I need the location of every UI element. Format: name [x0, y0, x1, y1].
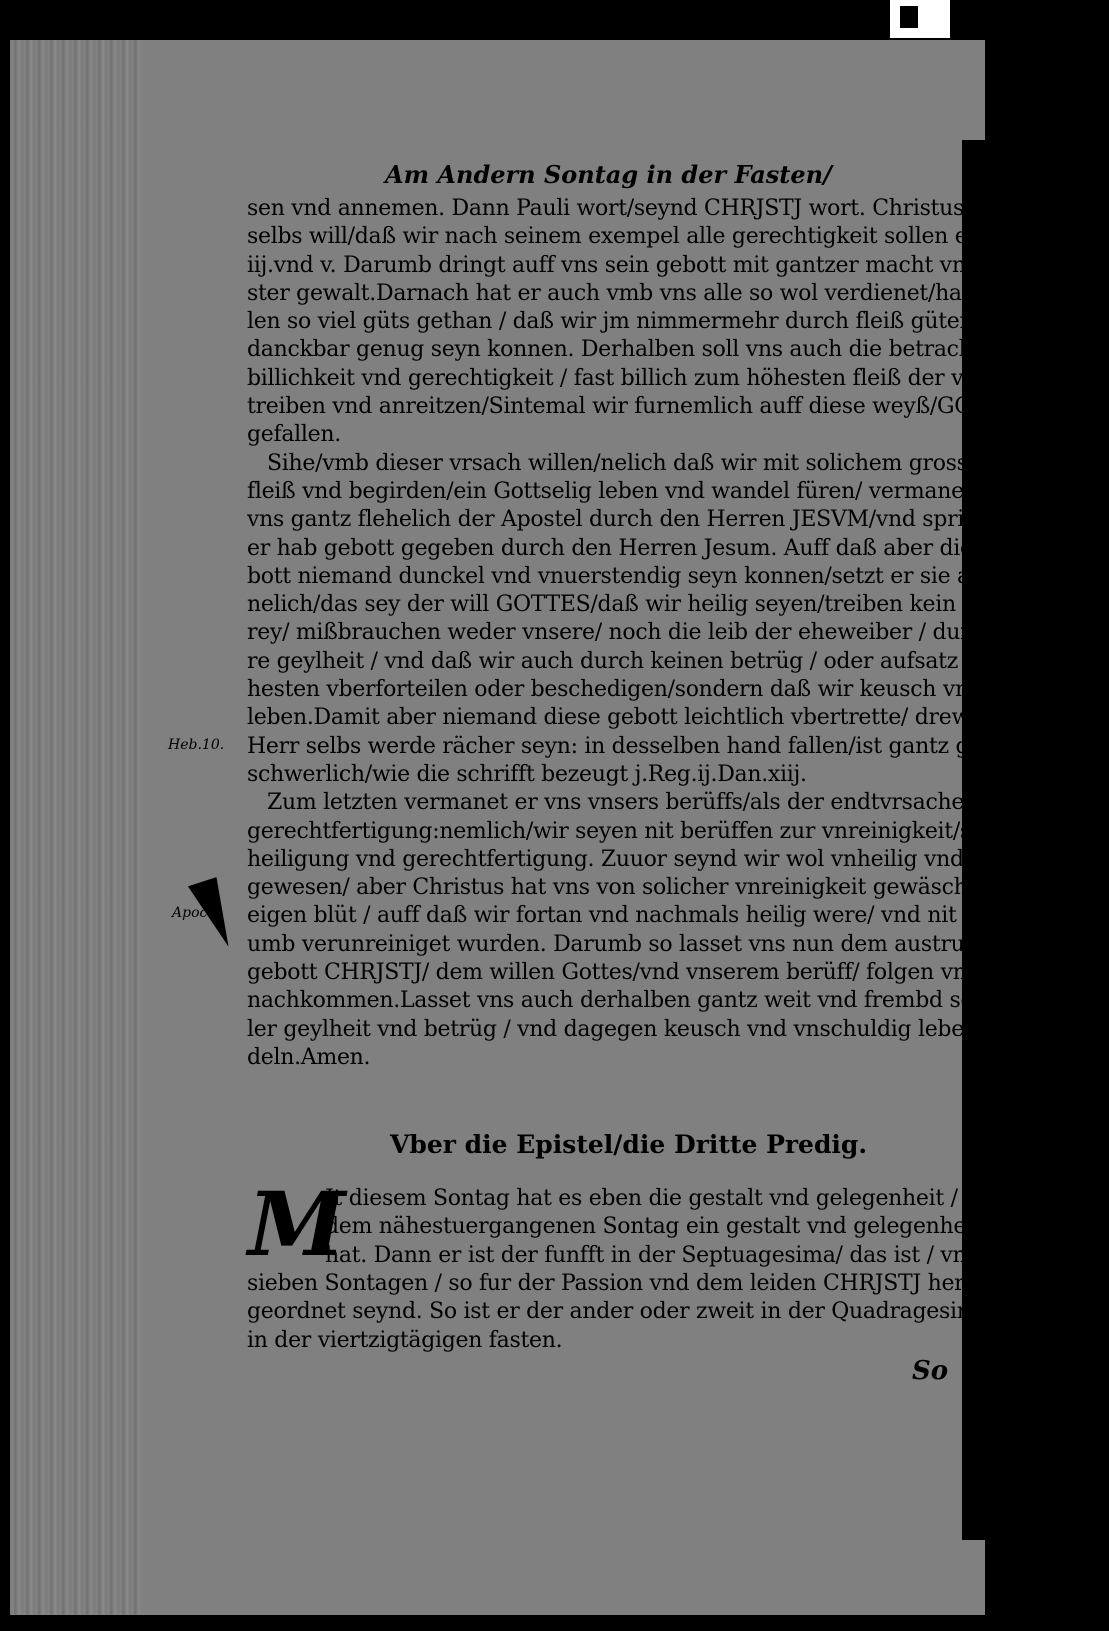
- body-line: Herr selbs werde rächer seyn: in desselben hand fallen/ist gantz gefärlich vnd: [247, 733, 1099, 759]
- body-line: hesten vberforteilen oder beschedigen/sondern daß wir keusch vnd vnschuldig: [247, 677, 1108, 703]
- running-heading: Am Andern Sontag in der Fasten/: [385, 160, 832, 189]
- margin-note-apocalypse: Apoc.i.: [172, 905, 221, 921]
- section-line: Jt diesem Sontag hat es eben die gestalt vnd gelegenheit / wie es mit: [325, 1186, 1076, 1211]
- section-text-indented: [325, 1185, 1075, 1270]
- body-line: danckbar genug seyn konnen. Derhalben soll vns auch die betrachtung der: [247, 337, 1067, 363]
- body-line: iij.vnd v. Darumb dringt auff vns sein gebott mit gantzer macht vnd höhe-: [247, 252, 1047, 278]
- section-title: Vber die Epistel/die Dritte Predig.: [390, 1130, 868, 1159]
- scan-tab-marker-inner: [900, 6, 918, 28]
- body-line: selbs will/daß wir nach seinem exempel alle gerechtigkeit sollen erfülle/Matt.: [247, 224, 1092, 250]
- catchword: So: [912, 1356, 949, 1386]
- body-line: heiligung vnd gerechtfertigung. Zuuor seynd wir wol vnheilig vnd vnrein: [247, 846, 1041, 872]
- body-line: Sihe/vmb dieser vrsach willen/nelich daß wir mit solichem grossen brunst/: [267, 450, 1080, 476]
- body-line: nachkommen.Lasset vns auch derhalben gantz weit vnd frembd seyn von al-: [247, 988, 1079, 1014]
- body-line: schwerlich/wie die schrifft bezeugt j.Reg.ij.Dan.xiij.: [247, 761, 807, 787]
- body-line: bott niemand dunckel vnd vnuerstendig seyn konnen/setzt er sie alsbald hinzu:: [247, 563, 1109, 589]
- drop-capital: M: [248, 1172, 346, 1276]
- body-line: nelich/das sey der will GOTTES/daß wir heilig seyen/treiben kein hüre-: [247, 592, 1021, 618]
- body-line: billichkeit vnd gerechtigkeit / fast billich zum höhesten fleiß der vnschuld: [247, 365, 1049, 391]
- body-line: re geylheit / vnd daß wir auch durch keinen betrüg / oder aufsatz vnsern nä-: [247, 648, 1079, 674]
- body-line: ler geylheit vnd betrüg / vnd dagegen keusch vnd vnschuldig leben vnd wan-: [247, 1016, 1084, 1042]
- body-line: eigen blüt / auff daß wir fortan vnd nachmals heilig were/ vnd nit widder-: [247, 903, 1047, 929]
- section-line: geordnet seynd. So ist er der ander oder zweit in der Quadragesima/ das ist/: [247, 1299, 1082, 1325]
- body-line: gefallen.: [247, 422, 341, 448]
- body-line: gerechtfertigung:nemlich/wir seyen nit berüffen zur vnreinigkeit/sondern zur: [247, 818, 1091, 844]
- body-text: [247, 195, 1109, 1072]
- section-text: [247, 1270, 1082, 1355]
- body-line: len so viel güts gethan / daß wir jm nimmermehr durch fleiß güter werck/: [247, 309, 1051, 335]
- body-line: sen vnd annemen. Dann Pauli wort/seynd CHRJSTJ wort. Christus: [247, 196, 964, 221]
- body-line: Zum letzten vermanet er vns vnsers berüffs/als der endtvrsachen vnserer: [267, 790, 1068, 816]
- page-binding-gutter: [10, 40, 140, 1615]
- body-line: gewesen/ aber Christus hat vns von solicher vnreinigkeit gewäsche/ durch sein: [247, 875, 1109, 901]
- section-line: in der viertzigtägigen fasten.: [247, 1327, 563, 1353]
- body-line: deln.Amen.: [247, 1044, 371, 1070]
- body-line: vns gantz flehelich der Apostel durch den Herren JESVM/vnd spricht/: [247, 507, 1006, 533]
- body-line: umb verunreiniget wurden. Darumb so lasset vns nun dem austrucklichen: [247, 931, 1056, 957]
- section-line: sieben Sontagen / so fur der Passion vnd dem leiden CHRJSTJ her: [247, 1271, 965, 1296]
- body-line: leben.Damit aber niemand diese gebott leichtlich vbertrette/ drewet er / der: [247, 705, 1079, 731]
- scan-tab-marker: [890, 0, 950, 38]
- scan-top-border: [0, 0, 1000, 42]
- section-line: hat. Dann er ist der funfft in der Septuagesima/ das ist / vnder den: [325, 1242, 1051, 1268]
- body-line: gebott CHRJSTJ/ dem willen Gottes/vnd vnserem berüff/ folgen vnd: [247, 960, 981, 986]
- margin-note-hebrews: Heb.10.: [168, 737, 225, 753]
- body-line: treiben vnd anreitzen/Sintemal wir furnemlich auff diese weyß/GOTT: [247, 394, 1002, 420]
- body-line: er hab gebott gegeben durch den Herren Jesum. Auff daß aber dieselben ge-: [247, 535, 1084, 561]
- section-line: dem nähestuergangenen Sontag ein gestalt vnd gelegenheit gehabt: [325, 1214, 1064, 1240]
- body-line: fleiß vnd begirden/ein Gottselig leben vnd wandel füren/ vermanet vnd bitt: [247, 478, 1064, 504]
- body-line: rey/ mißbrauchen weder vnsere/ noch die leib der eheweiber / durch vnsaube-: [247, 620, 1101, 646]
- body-line: ster gewalt.Darnach hat er auch vmb vns alle so wol verdienet/hat vns al-: [247, 280, 1048, 306]
